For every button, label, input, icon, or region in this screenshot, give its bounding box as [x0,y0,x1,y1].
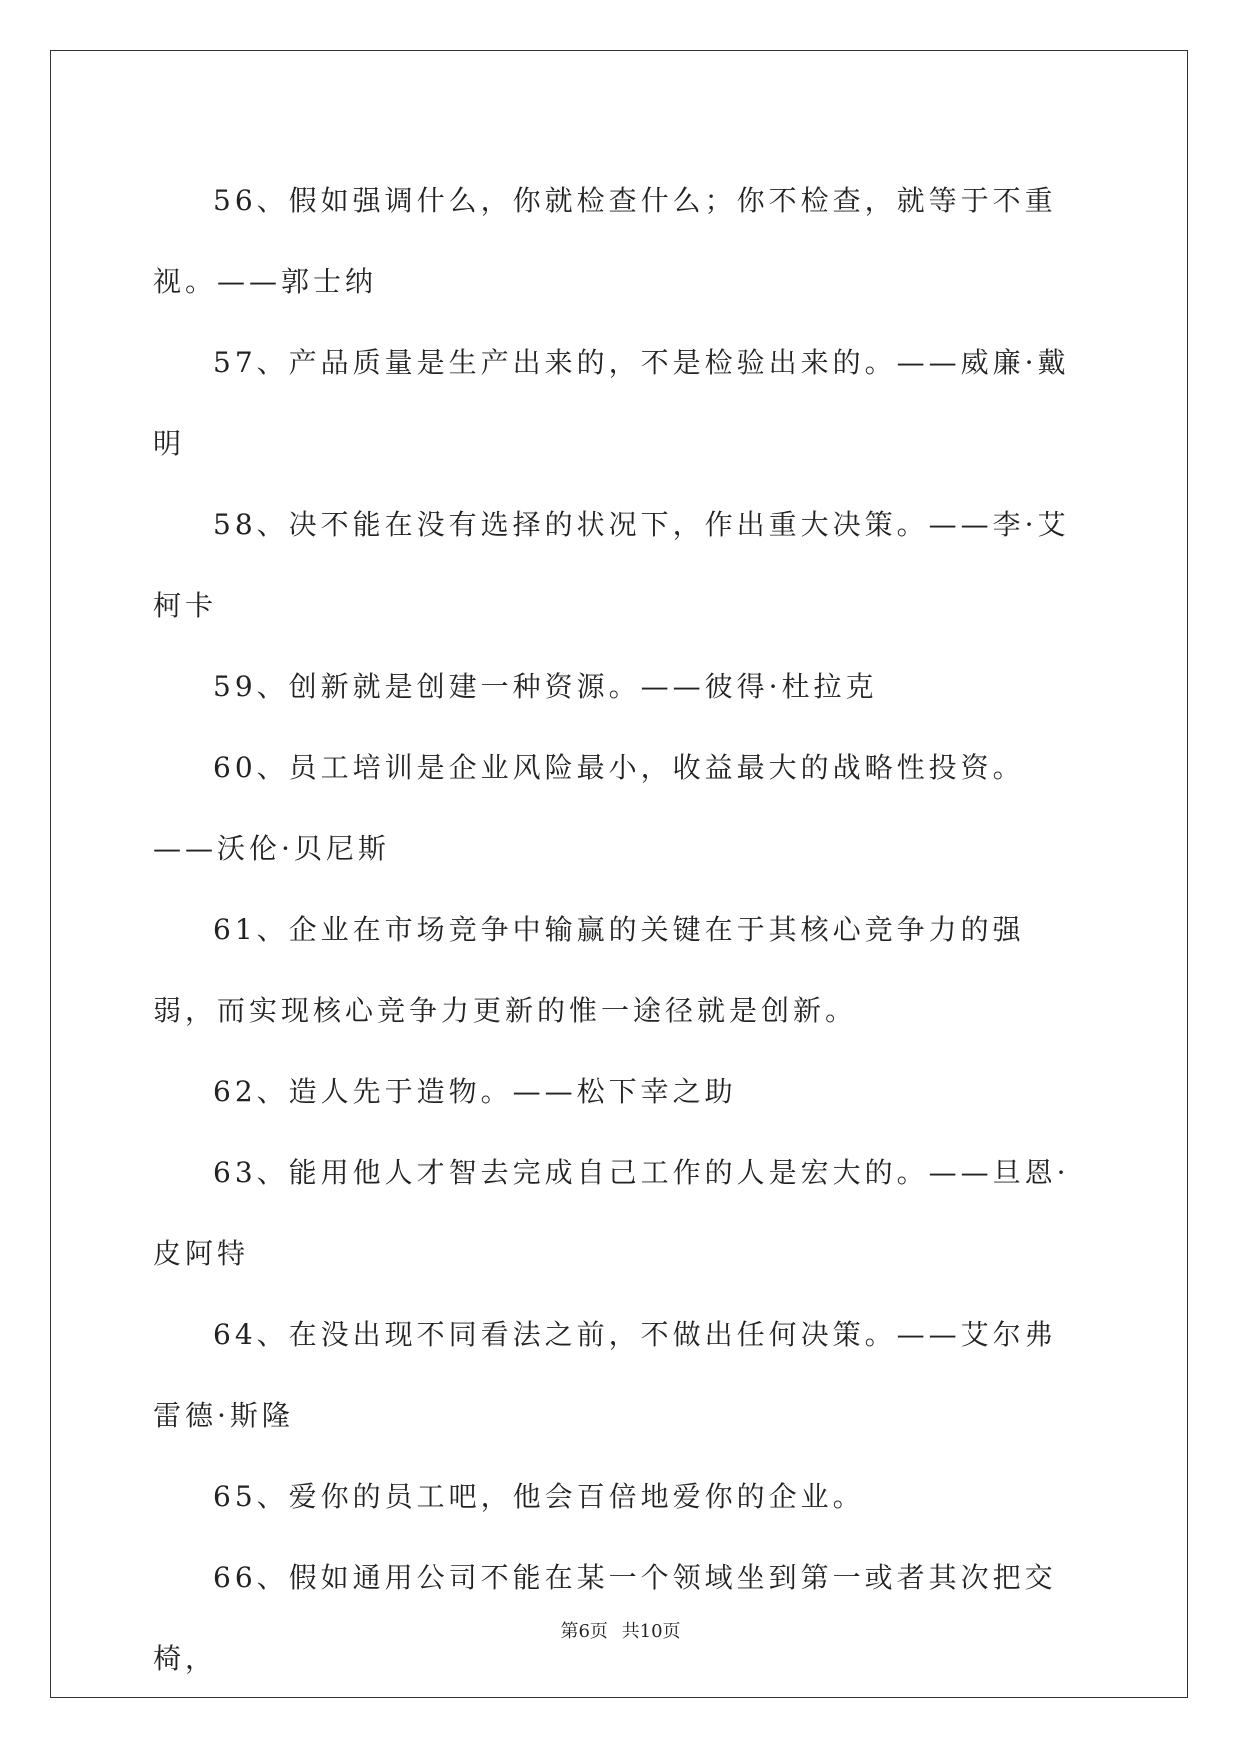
quote-paragraph: 61、企业在市场竞争中输赢的关键在于其核心竞争力的强弱，而实现核心竞争力更新的惟一途径就是创新。 [153,913,1025,1027]
quote-paragraph: 62、造人先于造物。——松下幸之助 [213,1075,737,1108]
quote-paragraph: 64、在没出现不同看法之前，不做出任何决策。——艾尔弗雷德·斯隆 [153,1318,1057,1432]
page-total: 共10页 [621,1621,681,1642]
quote-paragraph: 58、决不能在没有选择的状况下，作出重大决策。——李·艾柯卡 [153,508,1070,622]
page-footer [0,1617,1241,1643]
quote-paragraph: 56、假如强调什么，你就检查什么；你不检查，就等于不重视。——郭士纳 [153,184,1057,298]
quote-paragraph: 60、员工培训是企业风险最小，收益最大的战略性投资。——沃伦·贝尼斯 [153,751,1025,865]
quote-paragraph: 66、假如通用公司不能在某一个领域坐到第一或者其次把交椅， [153,1561,1057,1675]
quote-paragraph: 59、创新就是创建一种资源。——彼得·杜拉克 [213,670,878,703]
document-body [153,160,1088,1699]
quote-paragraph: 65、爱你的员工吧，他会百倍地爱你的企业。 [213,1480,865,1513]
page-number: 第6页 [560,1621,608,1642]
quote-paragraph: 63、能用他人才智去完成自己工作的人是宏大的。——旦恩·皮阿特 [153,1156,1070,1270]
quote-paragraph: 57、产品质量是生产出来的，不是检验出来的。——威廉·戴明 [153,346,1070,460]
